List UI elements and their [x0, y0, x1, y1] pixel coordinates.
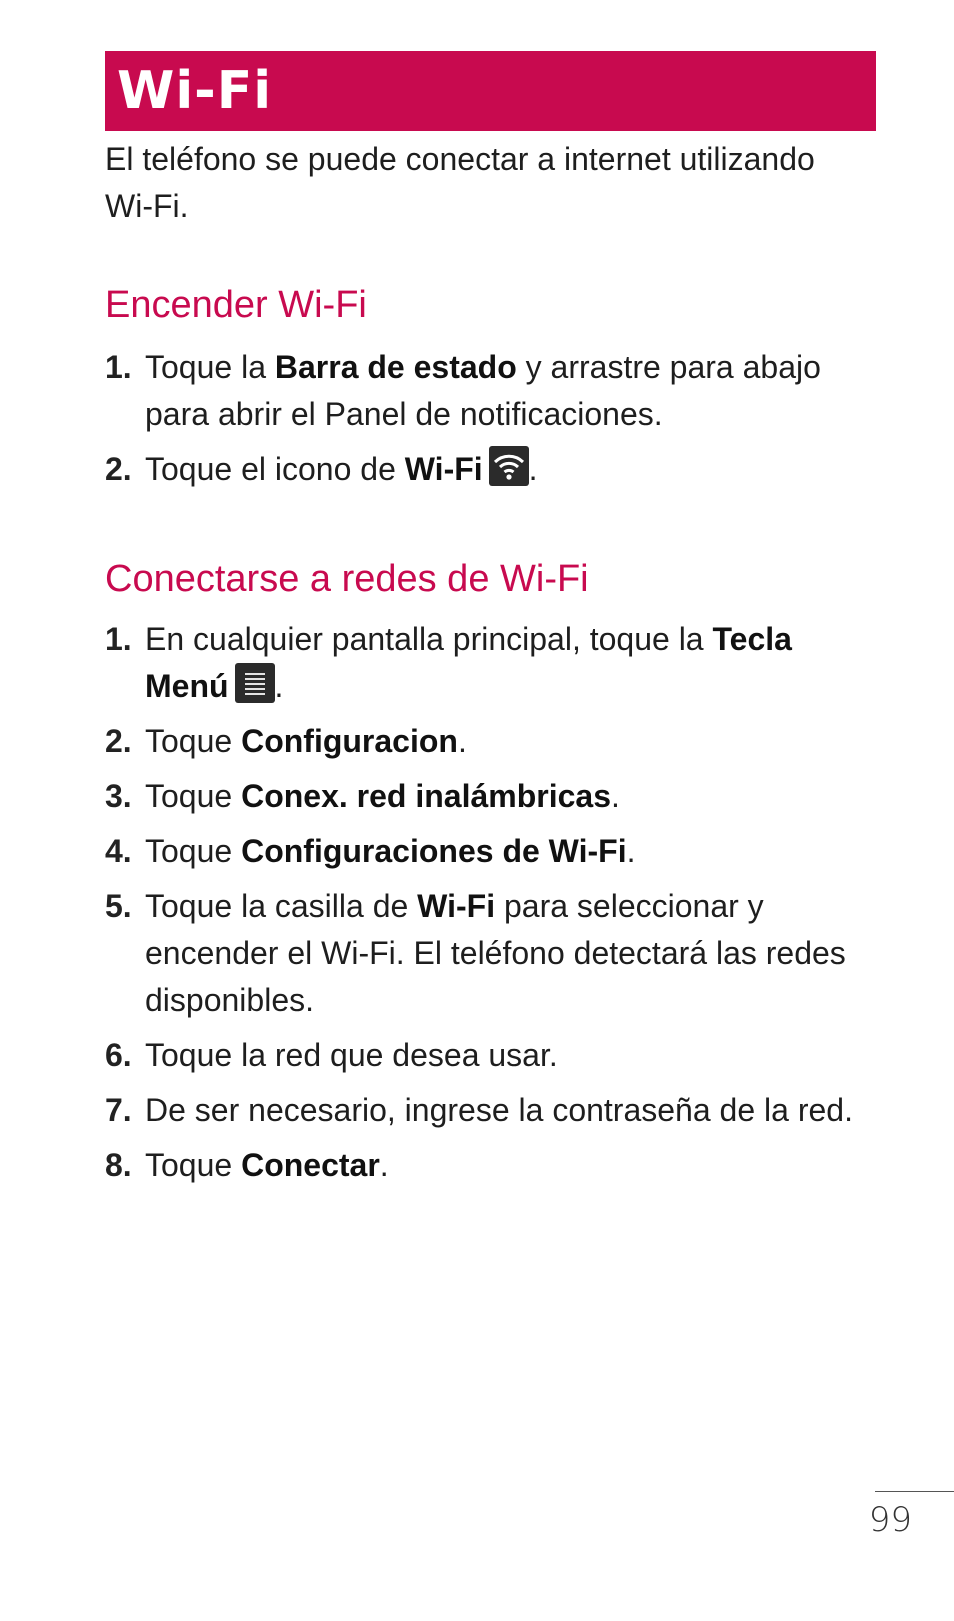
- step-text: Toque la red que desea usar.: [145, 1037, 558, 1073]
- step-number: 2.: [105, 723, 132, 759]
- step-text: para seleccionar y encender el Wi-Fi. El teléfono detectará las redes disponibles.: [145, 888, 846, 1018]
- section-title-conectarse: Conectarse a redes de Wi-Fi: [105, 558, 589, 600]
- step-number: 8.: [105, 1147, 132, 1183]
- step-bold-text: Barra de estado: [274, 349, 517, 385]
- step-text: En cualquier pantalla principal, toque la: [145, 621, 713, 657]
- step-bold-text: Configuraciones de Wi-Fi: [241, 833, 627, 869]
- step-text: Toque el icono de: [145, 451, 405, 487]
- step-text: Toque la: [145, 349, 275, 385]
- list-item: [105, 616, 865, 710]
- step-bold-text: Wi-Fi: [404, 451, 483, 487]
- step-number: 1.: [105, 349, 132, 385]
- step-bold-text: Conex. red inalámbricas: [241, 778, 611, 814]
- step-text: .: [528, 451, 538, 487]
- step-text: De ser necesario, ingrese la contraseña de la red.: [145, 1092, 853, 1128]
- list-item: [105, 828, 865, 875]
- step-text: Toque: [145, 723, 242, 759]
- intro-text: El teléfono se puede conectar a internet utilizando Wi-Fi.: [105, 141, 815, 224]
- step-text: .: [457, 723, 467, 759]
- step-text: Toque: [145, 1147, 242, 1183]
- section-title-encender: Encender Wi-Fi: [105, 284, 367, 326]
- step-number: 7.: [105, 1092, 132, 1128]
- step-text: Toque: [145, 833, 242, 869]
- steps-conectarse: [105, 616, 865, 1197]
- step-number: 5.: [105, 888, 132, 924]
- page-number: 99: [868, 1500, 912, 1540]
- page-title: Wi-Fi: [117, 61, 273, 121]
- step-text: y arrastre para abajo para abrir el Panel de notificaciones.: [145, 349, 821, 432]
- step-number: 4.: [105, 833, 132, 869]
- step-bold-text: Wi-Fi: [417, 888, 496, 924]
- step-bold-text: Conectar: [241, 1147, 380, 1183]
- step-text: .: [379, 1147, 389, 1183]
- list-item: [105, 1142, 865, 1189]
- step-text: .: [611, 778, 620, 814]
- list-item: [105, 883, 865, 1024]
- wifi-icon: [489, 446, 529, 486]
- list-item: [105, 773, 865, 820]
- footer-divider: [875, 1491, 954, 1492]
- list-item: [105, 718, 865, 765]
- step-bold-text: Configuracion: [241, 723, 458, 759]
- step-text: Toque: [145, 778, 242, 814]
- step-text: .: [274, 668, 284, 704]
- menu-icon: [235, 663, 275, 703]
- list-item: [105, 446, 865, 493]
- list-item: [105, 1087, 865, 1134]
- title-bar: [105, 51, 876, 131]
- step-number: 2.: [105, 451, 132, 487]
- steps-encender: [105, 344, 865, 501]
- step-text: Toque la casilla de: [145, 888, 418, 924]
- step-text: .: [626, 833, 636, 869]
- step-bold-text: Tecla Menú: [145, 621, 792, 704]
- step-number: 1.: [105, 621, 132, 657]
- step-number: 3.: [105, 778, 132, 814]
- list-item: [105, 1032, 865, 1079]
- step-number: 6.: [105, 1037, 132, 1073]
- list-item: [105, 344, 865, 438]
